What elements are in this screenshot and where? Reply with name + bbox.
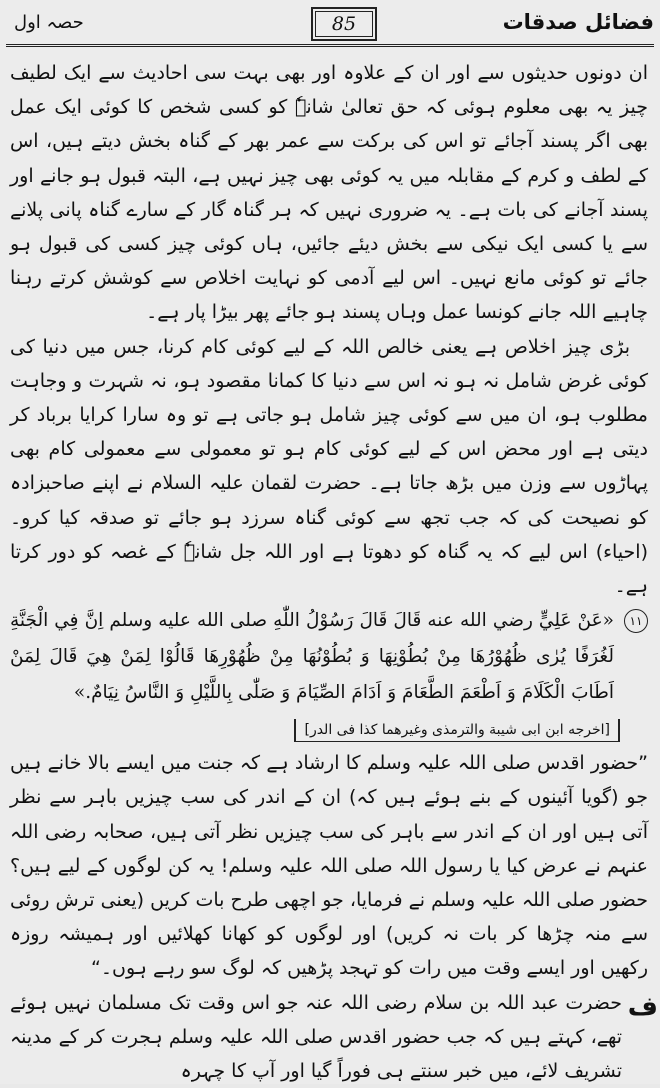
book-title: فضائل صدقات xyxy=(502,10,654,34)
hadith-number: ١١ xyxy=(624,609,648,633)
faida-mark: ف xyxy=(627,991,658,1022)
header-rule xyxy=(6,44,654,47)
part-label: حصہ اول xyxy=(14,12,84,33)
faida-block xyxy=(10,986,658,1088)
paragraph-faida: حضرت عبد اللہ بن سلام رضی اللہ عنہ جو اس وقت تک مسلمان نہیں ہوئے تھے، کہتے ہیں کہ جب حضور اقدس صلی اللہ علیہ وسلم ہجرت کر کے مدینہ تشریف لائے، میں خبر سنتے ہی فوراً گیا اور آپ کا چہرہ xyxy=(10,991,622,1083)
paragraph-1: ان دونوں حدیثوں سے اور ان کے علاوہ اور بھی بہت سی احادیث سے ایک لطیف چیز یہ بھی معلوم ہوئی کہ حق تعالیٰ شانہٗ کو کسی شخص کا کوئی ایک عمل بھی اگر پسند آجائے تو اس کی برکت سے عمر بھر کے گناہ بخش دیتے ہیں، اس کے لطف و کرم کے مقابلہ میں یہ کوئی بھی چیز نہیں ہے، البتہ قبول ہو جانے اور پسند آجانے کی بات ہے۔ یہ ضروری نہیں کہ ہر گناہ گار کے سارے گناہ پانی پلانے سے یا کسی ایک نیکی سے بخش دیئے جائیں، ہاں کوئی چیز کسی کی قبول ہو جائے تو کوئی مانع نہیں۔ اس لیے آدمی کو نہایت اخلاص سے کوشش کرتے رہنا چاہیے اللہ جانے کونسا عمل وہاں پسند ہو جائے پھر بیڑا پار ہے۔ xyxy=(10,62,648,324)
hadith-arabic-block xyxy=(10,603,648,711)
page-body xyxy=(10,56,658,1088)
paragraph-2: بڑی چیز اخلاص ہے یعنی خالص اللہ کے لیے کوئی کام کرنا، جس میں دنیا کی کوئی غرض شامل نہ ہو نہ اس سے دنیا کا کمانا مقصود ہو، نہ شہرت و وجاہت مطلوب ہو، ان میں سے کوئی چیز شامل ہو جاتی ہے تو وہ سارا کرایا برباد کر دیتی ہے اور محض اس کے لیے کوئی کام ہو تو معمولی سے معمولی کام بھی پہاڑوں سے وزن میں بڑھ جاتا ہے۔ حضرت لقمان علیہ السلام نے اپنے صاحبزادہ کو نصیحت کی کہ جب تجھ سے کوئی گناہ سرزد ہو جائے تو صدقہ کیا کرو۔ (احیاء) اس لیے کہ یہ گناہ کو دھوتا ہے اور اللہ جل شانہٗ کے غصہ کو دور کرتا ہے۔ xyxy=(10,335,648,598)
page-number: 85 xyxy=(311,7,377,41)
page-header xyxy=(6,4,654,46)
paragraph-translation: ”حضور اقدس صلی اللہ علیہ وسلم کا ارشاد ہے کہ جنت میں ایسے بالا خانے ہیں جو (گویا آئینوں کے بنے ہوئے ہیں کہ) ان کے اندر کی سب چیزیں باہر سے نظر آتی ہیں اور ان کے اندر سے باہر کی سب چیزیں نظر آتی ہیں، صحابہ رضی اللہ عنہم نے عرض کیا یا رسول اللہ صلی اللہ علیہ وسلم! یہ کن لوگوں کے لیے ہیں؟ حضور صلی اللہ علیہ وسلم نے فرمایا، جو اچھی طرح بات کریں (یعنی ترش روئی سے منہ چڑھا کر بات نہ کریں) اور لوگوں کو کھانا کھلائیں اور ہمیشہ روزہ رکھیں اور ایسے وقت میں رات کو تہجد پڑھیں کہ لوگ سو رہے ہوں۔“ xyxy=(10,752,648,980)
hadith-reference: [اخرجه ابن ابى شيبة والترمذى وغيرهما كذا فى الدر] xyxy=(294,719,620,742)
hadith-arabic-text: «عَنْ عَلِيٍّ رضي الله عنه قَالَ قَالَ رَسُوْلُ اللّٰهِ صلى الله عليه وسلم اِنَّ فِي الْجَنَّةِ لَغُرَفًا يُرٰى ظُهُوْرُهَا مِنْ بُطُوْنِهَا وَ بُطُوْنُهَا مِنْ ظُهُوْرِهَا قَالُوْا لِمَنْ هِيَ قَالَ لِمَنْ اَطَابَ الْكَلَامَ وَ اَطْعَمَ الطَّعَامَ وَ اَدَامَ الصِّيَامَ وَ صَلّٰى بِاللَّيْلِ وَ النَّاسُ نِيَامٌ.» xyxy=(10,610,614,704)
